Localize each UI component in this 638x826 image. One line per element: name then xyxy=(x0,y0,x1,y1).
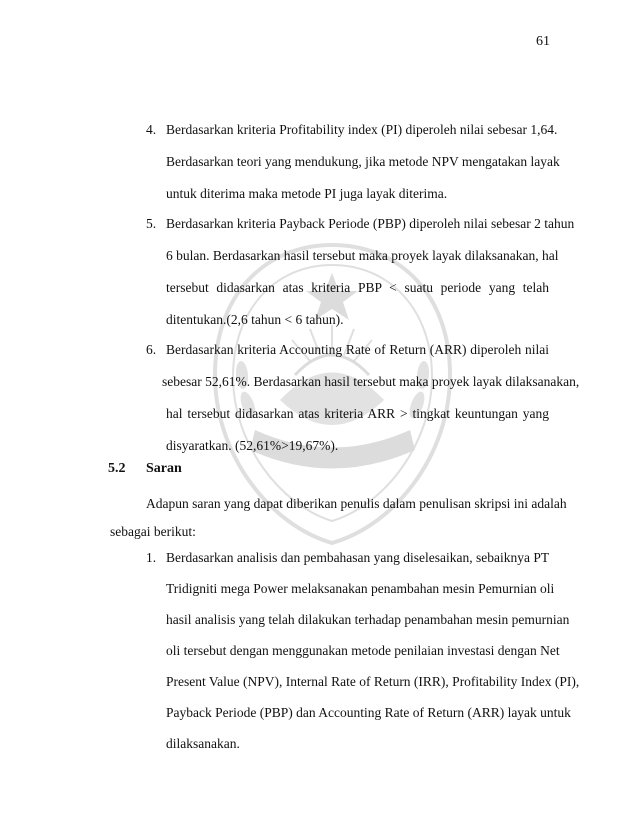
list-item-line: Berdasarkan kriteria Payback Periode (PBP) diperoleh nilai sebesar 2 tahun xyxy=(166,216,575,231)
list-item-number: 4. xyxy=(146,122,157,137)
list-item-line: Berdasarkan teori yang mendukung, jika metode NPV mengatakan layak xyxy=(166,154,560,169)
list-item-number: 5. xyxy=(146,216,157,231)
page-number: 61 xyxy=(536,34,550,49)
list-item-line: 6 bulan. Berdasarkan hasil tersebut maka proyek layak dilaksanakan, hal xyxy=(166,248,559,263)
list-item-line: disyaratkan. (52,61%>19,67%). xyxy=(166,438,339,453)
list-item-line: Berdasarkan kriteria Profitability index (PI) diperoleh nilai sebesar 1,64. xyxy=(166,122,558,137)
list-item-line: sebesar 52,61%. Berdasarkan hasil tersebut maka proyek layak dilaksanakan, xyxy=(162,374,580,389)
intro-line: Adapun saran yang dapat diberikan penulis dalam penulisan skripsi ini adalah xyxy=(146,496,567,511)
list-item-number: 6. xyxy=(146,342,157,357)
list-item-line: dilaksanakan. xyxy=(166,736,240,751)
section-heading xyxy=(108,461,182,477)
section-number: 5.2 xyxy=(108,461,126,476)
list-item-line: Tridigniti mega Power melaksanakan penambahan mesin Pemurnian oli xyxy=(166,581,555,596)
list-item-line: hal tersebut didasarkan atas kriteria ARR > tingkat keuntungan yang xyxy=(166,406,549,421)
intro-line: sebagai berikut: xyxy=(110,524,196,539)
list-item-line: tersebut didasarkan atas kriteria PBP < suatu periode yang telah xyxy=(166,280,549,295)
list-item-line: oli tersebut dengan menggunakan metode penilaian investasi dengan Net xyxy=(166,643,560,658)
list-item-line: Payback Periode (PBP) dan Accounting Rate of Return (ARR) layak untuk xyxy=(166,705,571,720)
list-item-number: 1. xyxy=(146,550,157,565)
list-item-line: ditentukan.(2,6 tahun < 6 tahun). xyxy=(166,312,344,327)
list-item-line: hasil analisis yang telah dilakukan terhadap penambahan mesin pemurnian xyxy=(166,612,570,627)
list-item-line: Present Value (NPV), Internal Rate of Return (IRR), Profitability Index (PI), xyxy=(166,674,580,689)
section-title: Saran xyxy=(146,461,182,476)
list-item-line: untuk diterima maka metode PI juga layak diterima. xyxy=(166,186,448,201)
list-item-line: Berdasarkan analisis dan pembahasan yang diselesaikan, sebaiknya PT xyxy=(166,550,550,565)
list-item-line: Berdasarkan kriteria Accounting Rate of Return (ARR) diperoleh nilai xyxy=(166,342,549,357)
